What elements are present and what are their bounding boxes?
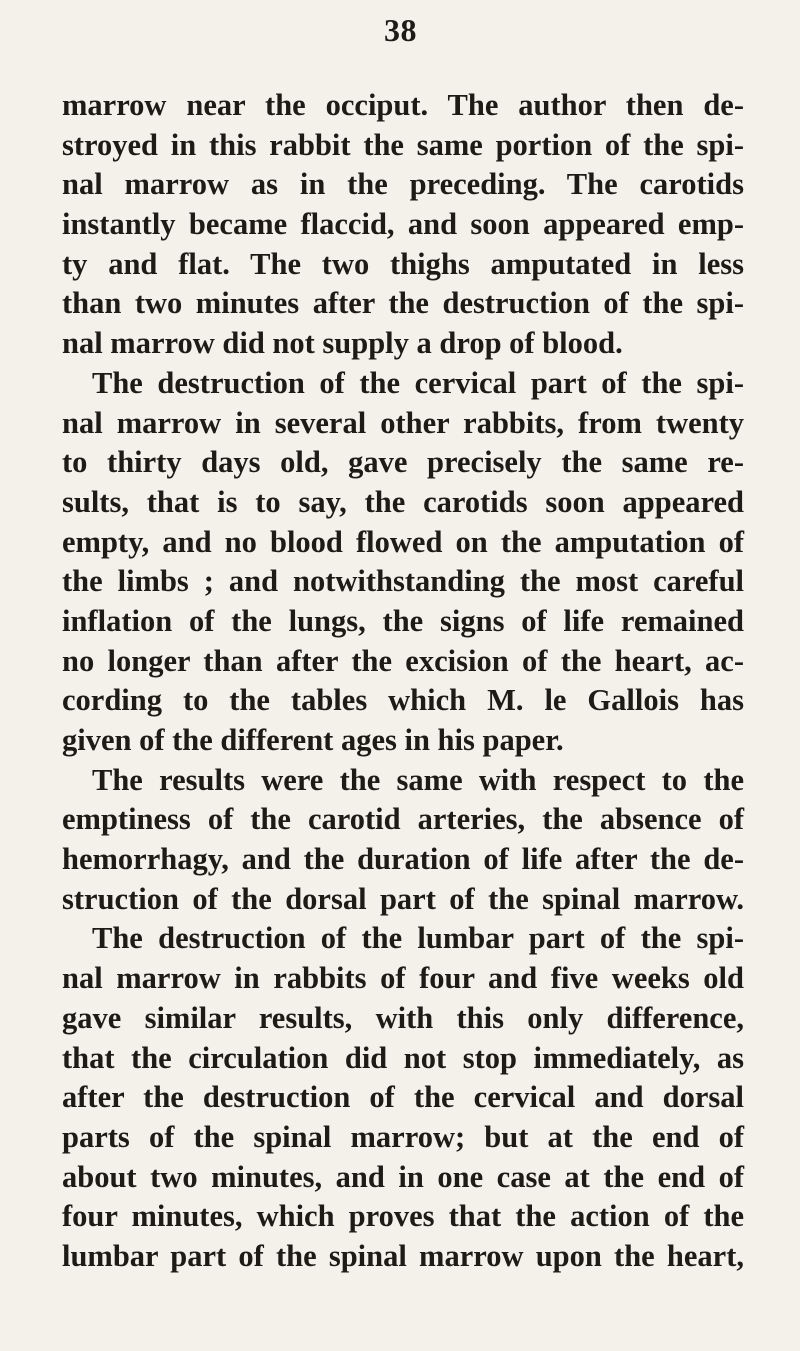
text-line: lumbar part of the spinal marrow upon the heart, [62,1238,744,1273]
body-text [62,86,744,1277]
text-line: after the destruction of the cervical and dorsal [62,1080,744,1115]
text-line: hemorrhagy, and the duration of life after the de- [62,842,744,877]
text-line: gave similar results, with this only difference, [62,1000,744,1035]
text-line: cording to the tables which M. le Gallois has [62,683,744,718]
text-line: than two minutes after the destruction of the spi- [62,286,744,321]
text-line: nal marrow as in the preceding. The carotids [62,167,744,202]
text-line: emptiness of the carotid arteries, the absence of [62,802,744,837]
text-line: parts of the spinal marrow; but at the end of [62,1119,744,1154]
text-line: The destruction of the lumbar part of the spi- [92,921,744,956]
text-line: nal marrow did not supply a drop of blood. [62,326,623,361]
text-line: The results were the same with respect to the [92,762,744,797]
text-line: no longer than after the excision of the heart, ac- [62,643,744,678]
text-line: sults, that is to say, the carotids soon appeared [62,484,744,519]
text-line: about two minutes, and in one case at the end of [62,1159,744,1194]
text-line: nal marrow in several other rabbits, from twenty [62,405,744,440]
text-line: struction of the dorsal part of the spinal marrow. [62,881,744,916]
text-line: that the circulation did not stop immediately, as [62,1040,744,1075]
text-line: marrow near the occiput. The author then de- [62,88,744,122]
text-line: four minutes, which proves that the action of the [62,1199,744,1234]
text-line: instantly became flaccid, and soon appeared emp- [62,207,744,242]
text-line: to thirty days old, gave precisely the same re- [62,445,744,480]
text-line: given of the different ages in his paper. [62,723,564,757]
text-line: The destruction of the cervical part of the spi- [92,365,744,400]
text-line: inflation of the lungs, the signs of life remained [62,603,744,638]
page-number: 38 [384,12,417,48]
text-line: empty, and no blood flowed on the amputation of [62,524,744,559]
text-line: the limbs ; and notwithstanding the most careful [62,564,744,599]
text-line: nal marrow in rabbits of four and five weeks old [62,961,744,996]
text-line: stroyed in this rabbit the same portion of the spi- [62,127,744,162]
text-line: ty and flat. The two thighs amputated in less [62,246,744,281]
